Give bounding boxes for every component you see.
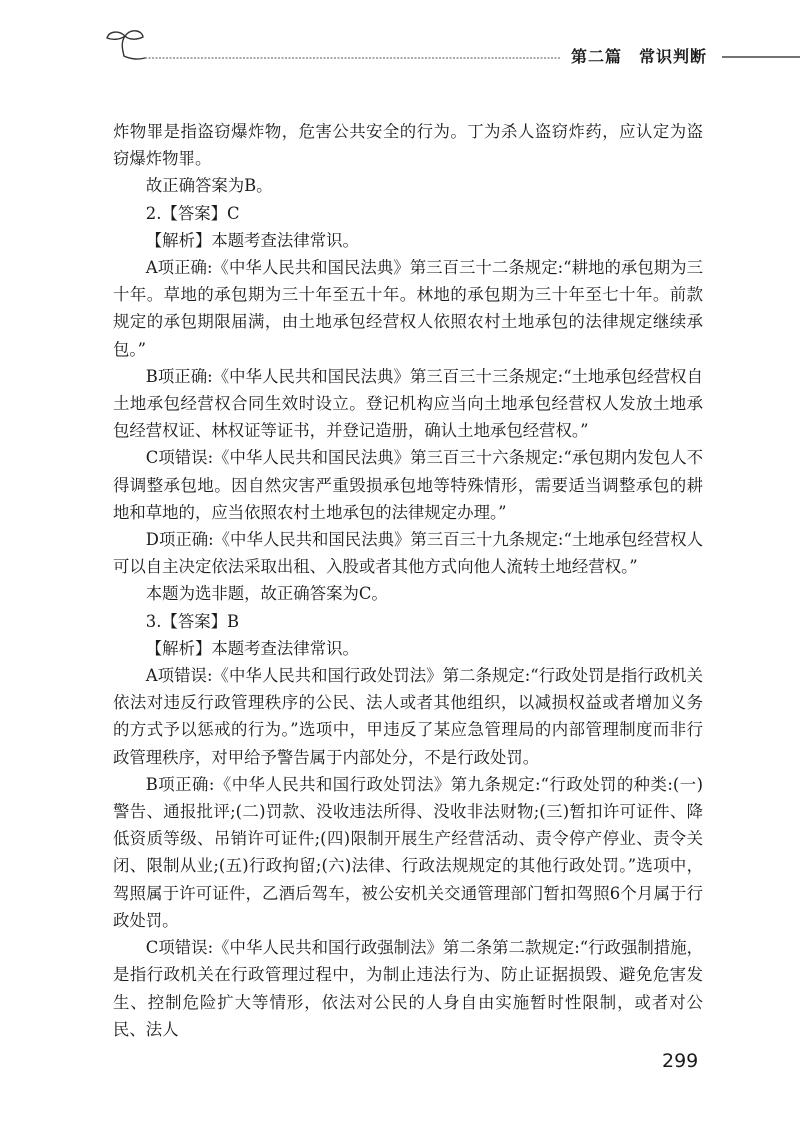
- answer-conclusion: 本题为选非题，故正确答案为C。: [145, 584, 388, 604]
- answer-heading: 2.【答案】C: [145, 203, 240, 223]
- answer-heading: 3.【答案】B: [145, 611, 240, 631]
- paragraph: D项正确:《中华人民共和国民法典》第三百三十九条规定:“土地承包经营权人可以自主决定依法采取出租、入股或者其他方式向他人流转土地经营权。”: [113, 530, 703, 577]
- paragraph: A项正确:《中华人民共和国民法典》第三百三十二条规定:“耕地的承包期为三十年。草地的承包期为三十年至五十年。林地的承包期为三十年至七十年。前款规定的承包期限届满，由土地承包经营权人依照农村土地承包的法律规定继续承包。”: [113, 258, 703, 359]
- analysis-heading: 【解析】本题考查法律常识。: [145, 230, 359, 250]
- paragraph: 炸物罪是指盗窃爆炸物，危害公共安全的行为。丁为杀人盗窃炸药，应认定为盗窃爆炸物罪。: [113, 122, 703, 169]
- page-number: 299: [662, 1050, 699, 1072]
- paragraph: B项正确:《中华人民共和国行政处罚法》第九条规定:“行政处罚的种类:(一)警告、通报批评;(二)罚款、没收违法所得、没收非法财物;(三)暂扣许可证件、降低资质等级、吊销许可证件;(四)限制开展生产经营活动、责令停产停业、责令关闭、限制从业;(五)行政拘留;(六)法律、行政法规规定的其他行政处罚。”选项中，驾照属于许可证件，乙酒后驾车，被公安机关交通管理部门暂扣驾照6个月属于行政处罚。: [113, 774, 703, 930]
- page-header: [0, 0, 800, 80]
- page-body: [113, 118, 703, 1043]
- analysis-heading: 【解析】本题考查法律常识。: [145, 638, 359, 658]
- answer-conclusion: 故正确答案为B。: [145, 176, 273, 196]
- paragraph: A项错误:《中华人民共和国行政处罚法》第二条规定:“行政处罚是指行政机关依法对违反行政管理秩序的公民、法人或者其他组织，以减损权益或者增加义务的方式予以惩戒的行为。”选项中，甲违反了某应急管理局的内部管理制度而非行政管理秩序，对甲给予警告属于内部处分，不是行政处罚。: [113, 666, 703, 767]
- section-title: 第二篇 常识判断: [571, 47, 708, 66]
- sprout-icon: [107, 31, 145, 59]
- paragraph: C项错误:《中华人民共和国民法典》第三百三十六条规定:“承包期内发包人不得调整承包地。因自然灾害严重毁损承包地等特殊情形，需要适当调整承包的耕地和草地的，应当依照农村土地承包的法律规定办理。”: [113, 448, 703, 522]
- paragraph: C项错误:《中华人民共和国行政强制法》第二条第二款规定:“行政强制措施，是指行政机关在行政管理过程中，为制止违法行为、防止证据损毁、避免危害发生、控制危险扩大等情形，依法对公民的人身自由实施暂时性限制，或者对公民、法人: [113, 938, 703, 1039]
- header-rule: [0, 0, 800, 80]
- paragraph: B项正确:《中华人民共和国民法典》第三百三十三条规定:“土地承包经营权自土地承包经营权合同生效时设立。登记机构应当向土地承包经营权人发放土地承包经营权证、林权证等证书，并登记造册，确认土地承包经营权。”: [113, 366, 703, 441]
